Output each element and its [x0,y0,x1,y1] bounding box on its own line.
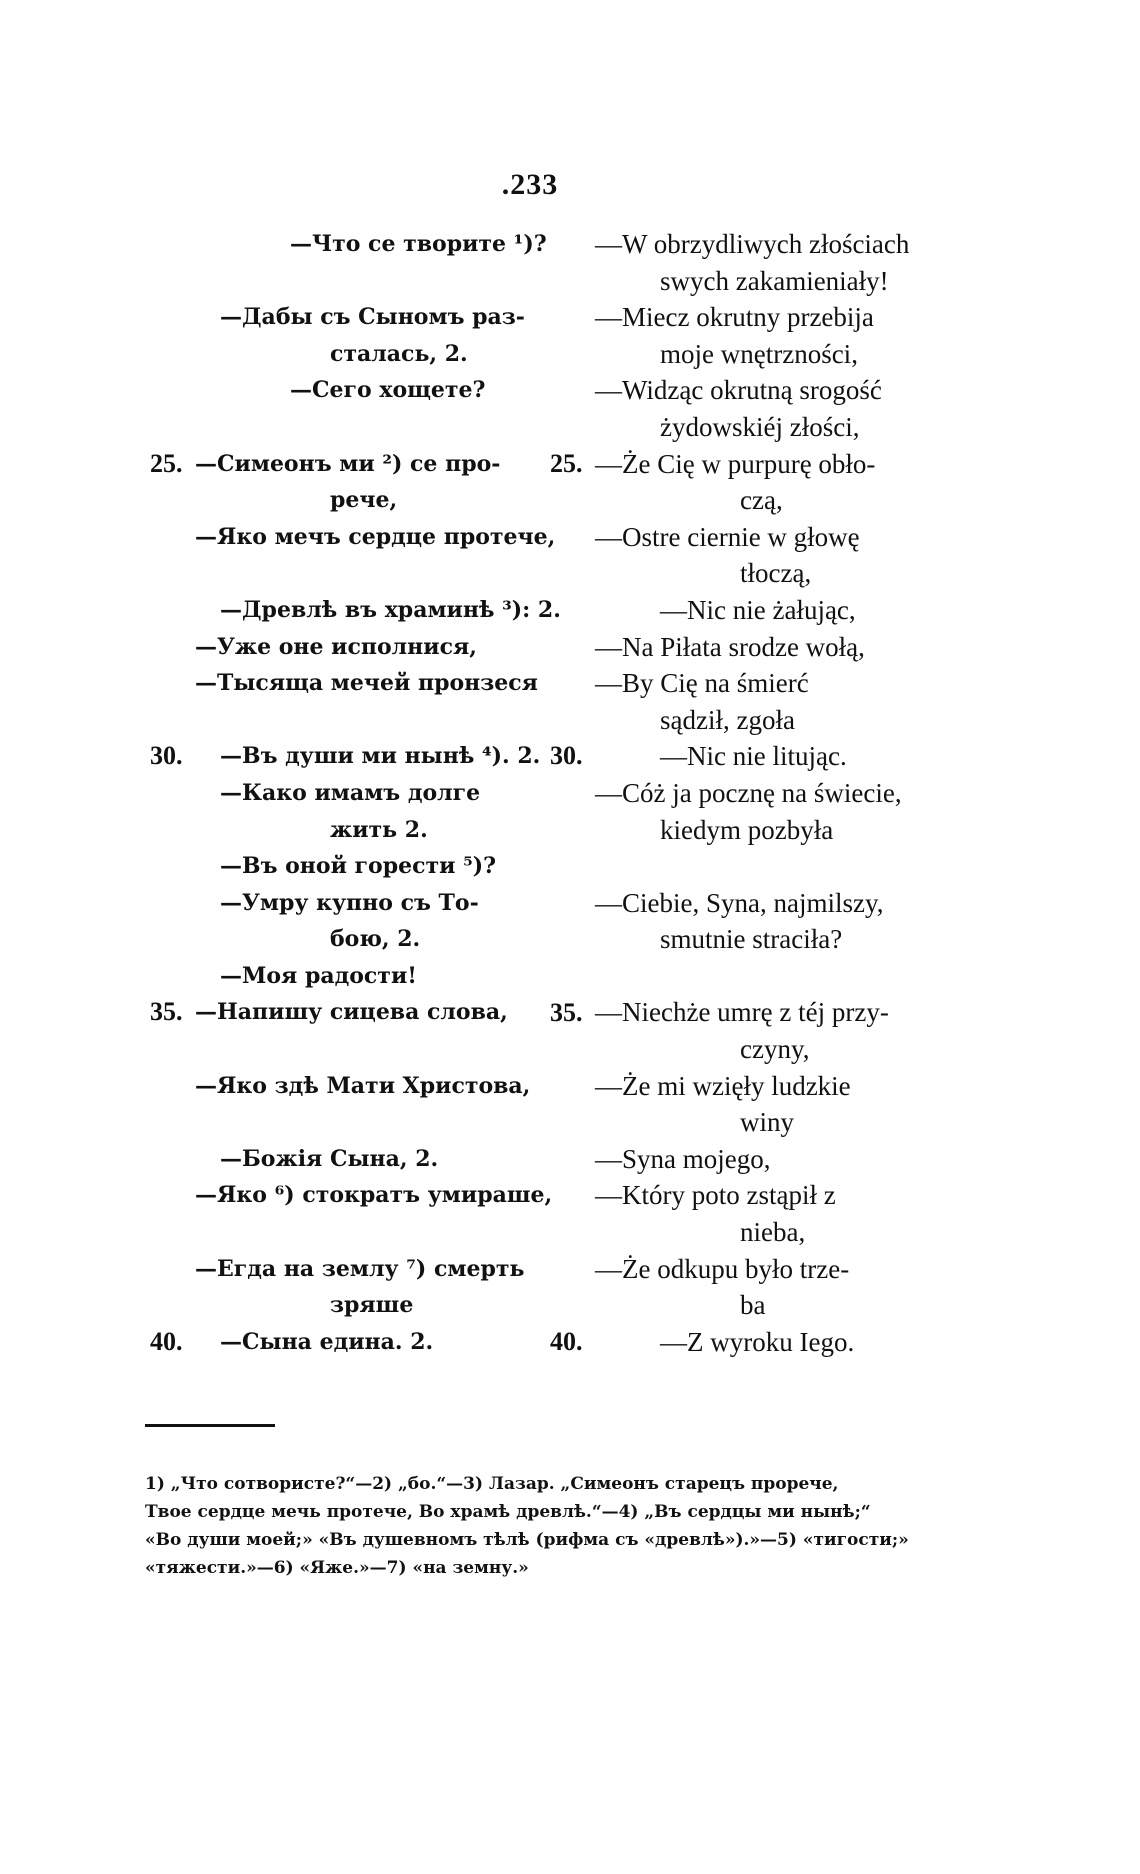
left-verse-line [150,1214,545,1251]
left-verse-text: —Уже оне исполнися, [195,633,477,660]
right-verse-text: swych zakamieniały! [660,265,889,296]
right-verse-text: ba [740,1290,766,1321]
right-verse-line [550,592,940,629]
left-verse-line [150,1104,545,1141]
right-verse-text: —Nic nie litując. [660,741,847,772]
footnote-line: 1) „Что сотвористе?“—2) „бо.“—3) Лазар. „Симеонъ старецъ прорече, [145,1474,839,1494]
right-verse-text: —By Cię na śmierć [595,668,809,699]
right-verse-line [550,482,940,519]
right-verse-line [550,299,940,336]
left-line-number: 25. [150,448,183,478]
left-line-number: 40. [150,1326,183,1356]
right-verse-line [550,226,940,263]
left-verse-text: —Яко здѣ Мати Христова, [195,1072,531,1099]
left-verse-line [150,1251,545,1288]
right-verse-line [550,1068,940,1105]
right-line-number: 40. [550,1327,583,1356]
left-verse-text: —Древлѣ въ храминѣ ³): 2. [220,596,561,623]
right-verse-line [550,921,940,958]
right-verse-line [550,1324,940,1361]
left-verse-line [150,738,545,775]
right-verse-text: —Miecz okrutny przebija [595,302,874,333]
left-verse-line [150,629,545,666]
left-verse-text: —Яко мечъ сердце протече, [195,523,556,550]
left-verse-text: —Что се творите ¹)? [290,231,547,257]
right-verse-text: —Ciebie, Syna, najmilszy, [595,887,884,918]
right-verse-line [550,1141,940,1178]
right-line-number: 25. [550,448,583,478]
left-verse-line [150,1141,545,1178]
right-verse-text: —Cóż ja pocznę na świecie, [595,777,902,808]
right-verse-line [550,848,940,885]
left-verse-line [150,885,545,922]
left-verse-line [150,848,545,885]
right-verse-line [550,1031,940,1068]
right-verse-text: moje wnętrzności, [660,338,858,369]
left-verse-text: —Сего хощете? [290,377,486,404]
footnotes [145,1470,965,1582]
left-verse-line [150,958,545,995]
right-verse-line [550,409,940,446]
right-verse-line [550,702,940,739]
right-verse-line [550,263,940,300]
right-verse-line [550,994,940,1031]
right-verse-text: żydowskiéj złości, [660,411,860,442]
left-verse-text: жить 2. [330,816,428,843]
right-verse-line [550,1177,940,1214]
left-verse-text: —Моя радости! [220,962,417,989]
right-verse-line [550,885,940,922]
left-verse-text: зряше [330,1292,414,1319]
left-verse-line [150,519,556,556]
right-verse-text: —W obrzydliwych złościach [595,229,910,259]
left-verse-line [150,336,545,373]
right-verse-text: kiedym pozbyła [660,814,834,845]
page-number: .233 [501,168,559,201]
left-verse-line [150,592,561,629]
left-verse-line [150,994,545,1031]
right-verse-text: —Na Piłata srodze wołą, [595,631,865,662]
right-verse-text: —Że mi wzięły ludzkie [595,1070,851,1101]
right-verse-text: winy [740,1107,794,1138]
right-verse-text: —Który poto zstąpił z [595,1180,836,1211]
left-verse-line [150,1177,553,1214]
left-verse-line [150,1287,545,1324]
right-verse-text: —Że odkupu było trze- [595,1253,850,1284]
footnote-separator [145,1424,275,1427]
right-verse-line [550,1214,940,1251]
right-verse-text: czyny, [740,1034,810,1065]
left-verse-text: —Како имамъ долге [220,779,481,806]
right-verse-line [550,812,940,849]
left-verse-line [150,299,545,336]
left-verse-line [150,263,545,300]
left-verse-line [150,409,545,446]
right-line-number: 30. [550,741,583,771]
right-verse-line [550,775,940,812]
left-verse-text: —Егда на землу ⁷) смерть [195,1255,525,1282]
left-verse-line [150,372,545,409]
right-verse-line [550,555,940,592]
left-verse-line [150,482,545,519]
left-column-church-slavonic [150,226,561,1360]
left-line-number: 35. [150,997,183,1027]
left-verse-text: —Симеонъ ми ²) се про- [195,450,501,477]
right-column-polish [550,226,940,1360]
footnote-line: «Во души моей;» «Въ душевномъ тѣлѣ (рифма съ «древлѣ»).»—5) «тигости;» [145,1530,909,1550]
right-verse-line [550,629,940,666]
left-verse-text: рече, [330,487,398,514]
right-verse-line [550,372,940,409]
left-verse-line [150,665,545,702]
right-verse-text: —Nic nie żałując, [660,594,856,625]
right-verse-text: —Z wyroku Iego. [660,1326,855,1357]
right-verse-line [550,1287,940,1324]
right-verse-text: —Niechże umrę z téj przy- [595,997,889,1028]
left-verse-text: —Въ души ми нынѣ ⁴). 2. [220,743,541,770]
left-verse-line [150,555,545,592]
left-verse-text: —Напишу сицева слова, [195,999,508,1026]
right-verse-text: sądził, zgoła [660,704,795,735]
left-verse-line [150,226,545,263]
left-verse-text: —Сына едина. 2. [220,1328,434,1355]
right-verse-line [550,665,940,702]
right-verse-text: —Syna mojego, [595,1143,771,1174]
footnote-line: Твое сердце мечь протече, Во храмѣ древлѣ.“—4) „Въ сердцы ми нынѣ;“ [145,1502,871,1522]
left-verse-line [150,1324,545,1361]
right-verse-text: czą, [740,485,783,516]
left-verse-line [150,446,545,483]
left-verse-text: сталась, 2. [330,340,468,367]
right-verse-text: tłoczą, [740,558,812,589]
left-verse-line [150,812,545,849]
left-verse-line [150,775,545,812]
left-verse-line [150,1031,545,1068]
right-verse-text: nieba, [740,1217,806,1248]
right-verse-line [550,1251,940,1288]
left-verse-text: —Умру купно съ То- [220,889,479,916]
left-verse-text: —Яко ⁶) стократъ умираше, [195,1182,553,1209]
right-line-number: 35. [550,997,583,1027]
left-line-number: 30. [150,741,183,771]
right-verse-line [550,446,940,483]
right-verse-text: —Ostre ciernie w głowę [595,521,860,552]
right-verse-text: —Że Cię w purpurę obło- [595,448,876,479]
right-verse-line [550,519,940,556]
left-verse-line [150,1068,545,1105]
footnote-line: «тяжести.»—6) «Яже.»—7) «на земну.» [145,1558,529,1578]
right-verse-line [550,958,940,995]
left-verse-text: —Въ оной горести ⁵)? [220,853,497,880]
left-verse-text: —Божія Сына, 2. [220,1145,439,1172]
left-verse-line [150,702,545,739]
right-verse-line [550,1104,940,1141]
left-verse-line [150,921,545,958]
left-verse-text: —Тысяща мечей пронзеся [195,670,538,697]
right-verse-text: smutnie straciła? [660,924,843,955]
right-verse-line [550,336,940,373]
left-verse-text: —Дабы съ Сыномъ раз- [220,304,525,331]
right-verse-text: —Widząc okrutną srogość [595,375,882,406]
right-verse-line [550,738,940,775]
left-verse-text: бою, 2. [330,926,421,953]
